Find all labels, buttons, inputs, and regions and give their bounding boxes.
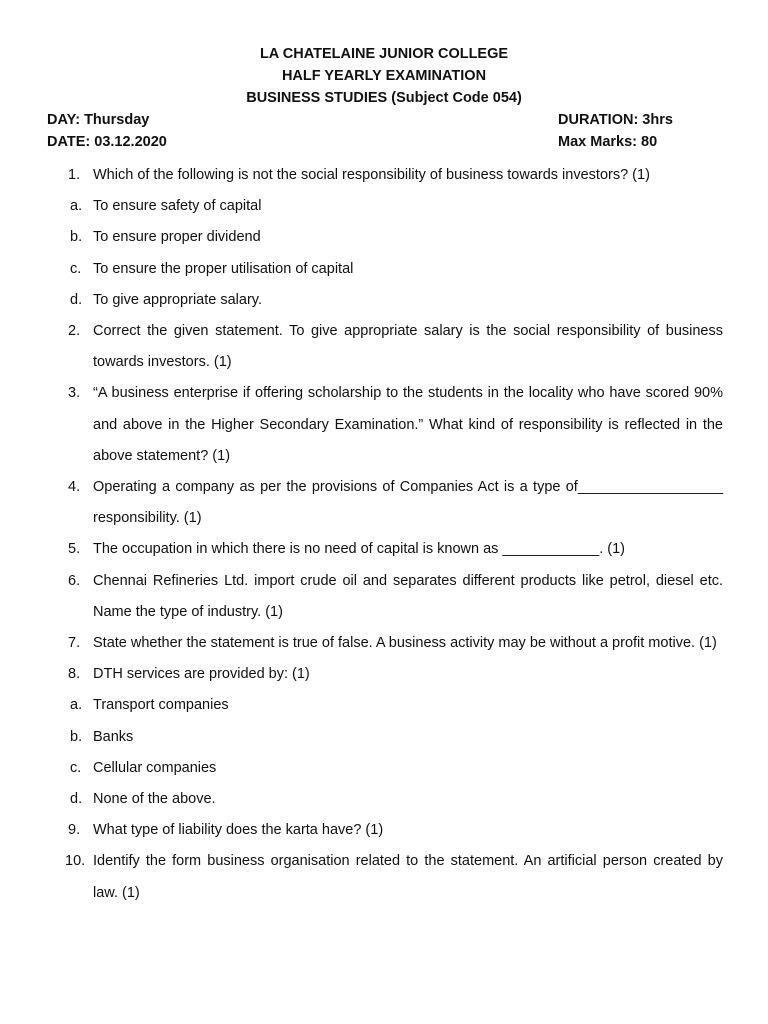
item-number: 6. (68, 572, 81, 589)
item-text: The occupation in which there is no need of capital is known as ____________. (1) (93, 541, 626, 558)
question-item (0, 472, 768, 534)
question-list (0, 160, 768, 909)
item-number: 9. (68, 822, 81, 839)
item-number: b. (70, 728, 83, 745)
question-item (0, 566, 768, 628)
item-text: Operating a company as per the provisions of Companies Act is a type of__________________ responsibility. (1) (93, 479, 723, 527)
item-text: Transport companies (93, 697, 229, 714)
item-number: 10. (65, 853, 86, 870)
item-text: None of the above. (93, 791, 216, 808)
item-number: 2. (68, 323, 81, 340)
item-text: Identify the form business organisation related to the statement. An artificial person created by law. (1) (93, 853, 723, 901)
item-text: Correct the given statement. To give appropriate salary is the social responsibility of business towards investors. (1) (93, 323, 723, 371)
question-item (0, 659, 768, 690)
item-number: d. (70, 291, 83, 308)
max-marks-label: Max Marks: 80 (558, 134, 658, 150)
meta-row-1 (47, 109, 727, 131)
item-number: c. (70, 759, 82, 776)
question-item (0, 160, 768, 191)
item-number: a. (70, 697, 83, 714)
item-text: What type of liability does the karta have? (1) (93, 822, 384, 839)
item-number: 8. (68, 666, 81, 683)
question-item (0, 815, 768, 846)
item-number: 1. (68, 167, 81, 183)
option-item (0, 285, 768, 316)
day-label: DAY: Thursday (47, 112, 150, 128)
item-number: b. (70, 229, 83, 246)
question-item (0, 316, 768, 378)
item-text: To give appropriate salary. (93, 291, 262, 308)
item-text: Chennai Refineries Ltd. import crude oil and separates different products like petrol, diesel etc. Name the type of industry. (1) (93, 572, 723, 620)
item-text: “A business enterprise if offering scholarship to the students in the locality who have scored 90% and above in the Higher Secondary Examination.” What kind of responsibility is reflected in the above statement? (1) (93, 385, 723, 464)
date-label: DATE: 03.12.2020 (47, 134, 167, 150)
item-text: To ensure proper dividend (93, 229, 261, 246)
option-item (0, 784, 768, 815)
item-number: c. (70, 260, 82, 277)
subject-title: BUSINESS STUDIES (Subject Code 054) (246, 90, 522, 106)
option-item (0, 722, 768, 753)
item-text: Cellular companies (93, 759, 217, 776)
item-text: To ensure the proper utilisation of capital (93, 260, 354, 277)
meta-row-2 (47, 131, 727, 153)
exam-title: HALF YEARLY EXAMINATION (281, 68, 487, 84)
question-item (0, 846, 768, 908)
item-text: DTH services are provided by: (1) (93, 666, 310, 683)
item-number: a. (70, 198, 83, 215)
item-number: 4. (68, 479, 81, 496)
college-name: LA CHATELAINE JUNIOR COLLEGE (259, 46, 509, 62)
item-number: 5. (68, 541, 81, 558)
question-item (0, 378, 768, 472)
option-item (0, 753, 768, 784)
option-item (0, 191, 768, 222)
duration-label: DURATION: 3hrs (558, 112, 673, 128)
exam-header (0, 43, 768, 109)
item-number: 7. (68, 635, 81, 652)
item-number: 3. (68, 385, 81, 402)
item-text: To ensure safety of capital (93, 198, 262, 215)
item-text: Which of the following is not the social responsibility of business towards investors? (1) (93, 167, 650, 183)
option-item (0, 690, 768, 721)
item-text: Banks (93, 728, 134, 745)
item-number: d. (70, 791, 83, 808)
item-text: State whether the statement is true of false. A business activity may be without a profit motive. (1) (93, 635, 717, 652)
question-item (0, 534, 768, 565)
question-item (0, 628, 768, 659)
option-item (0, 254, 768, 285)
option-item (0, 222, 768, 253)
